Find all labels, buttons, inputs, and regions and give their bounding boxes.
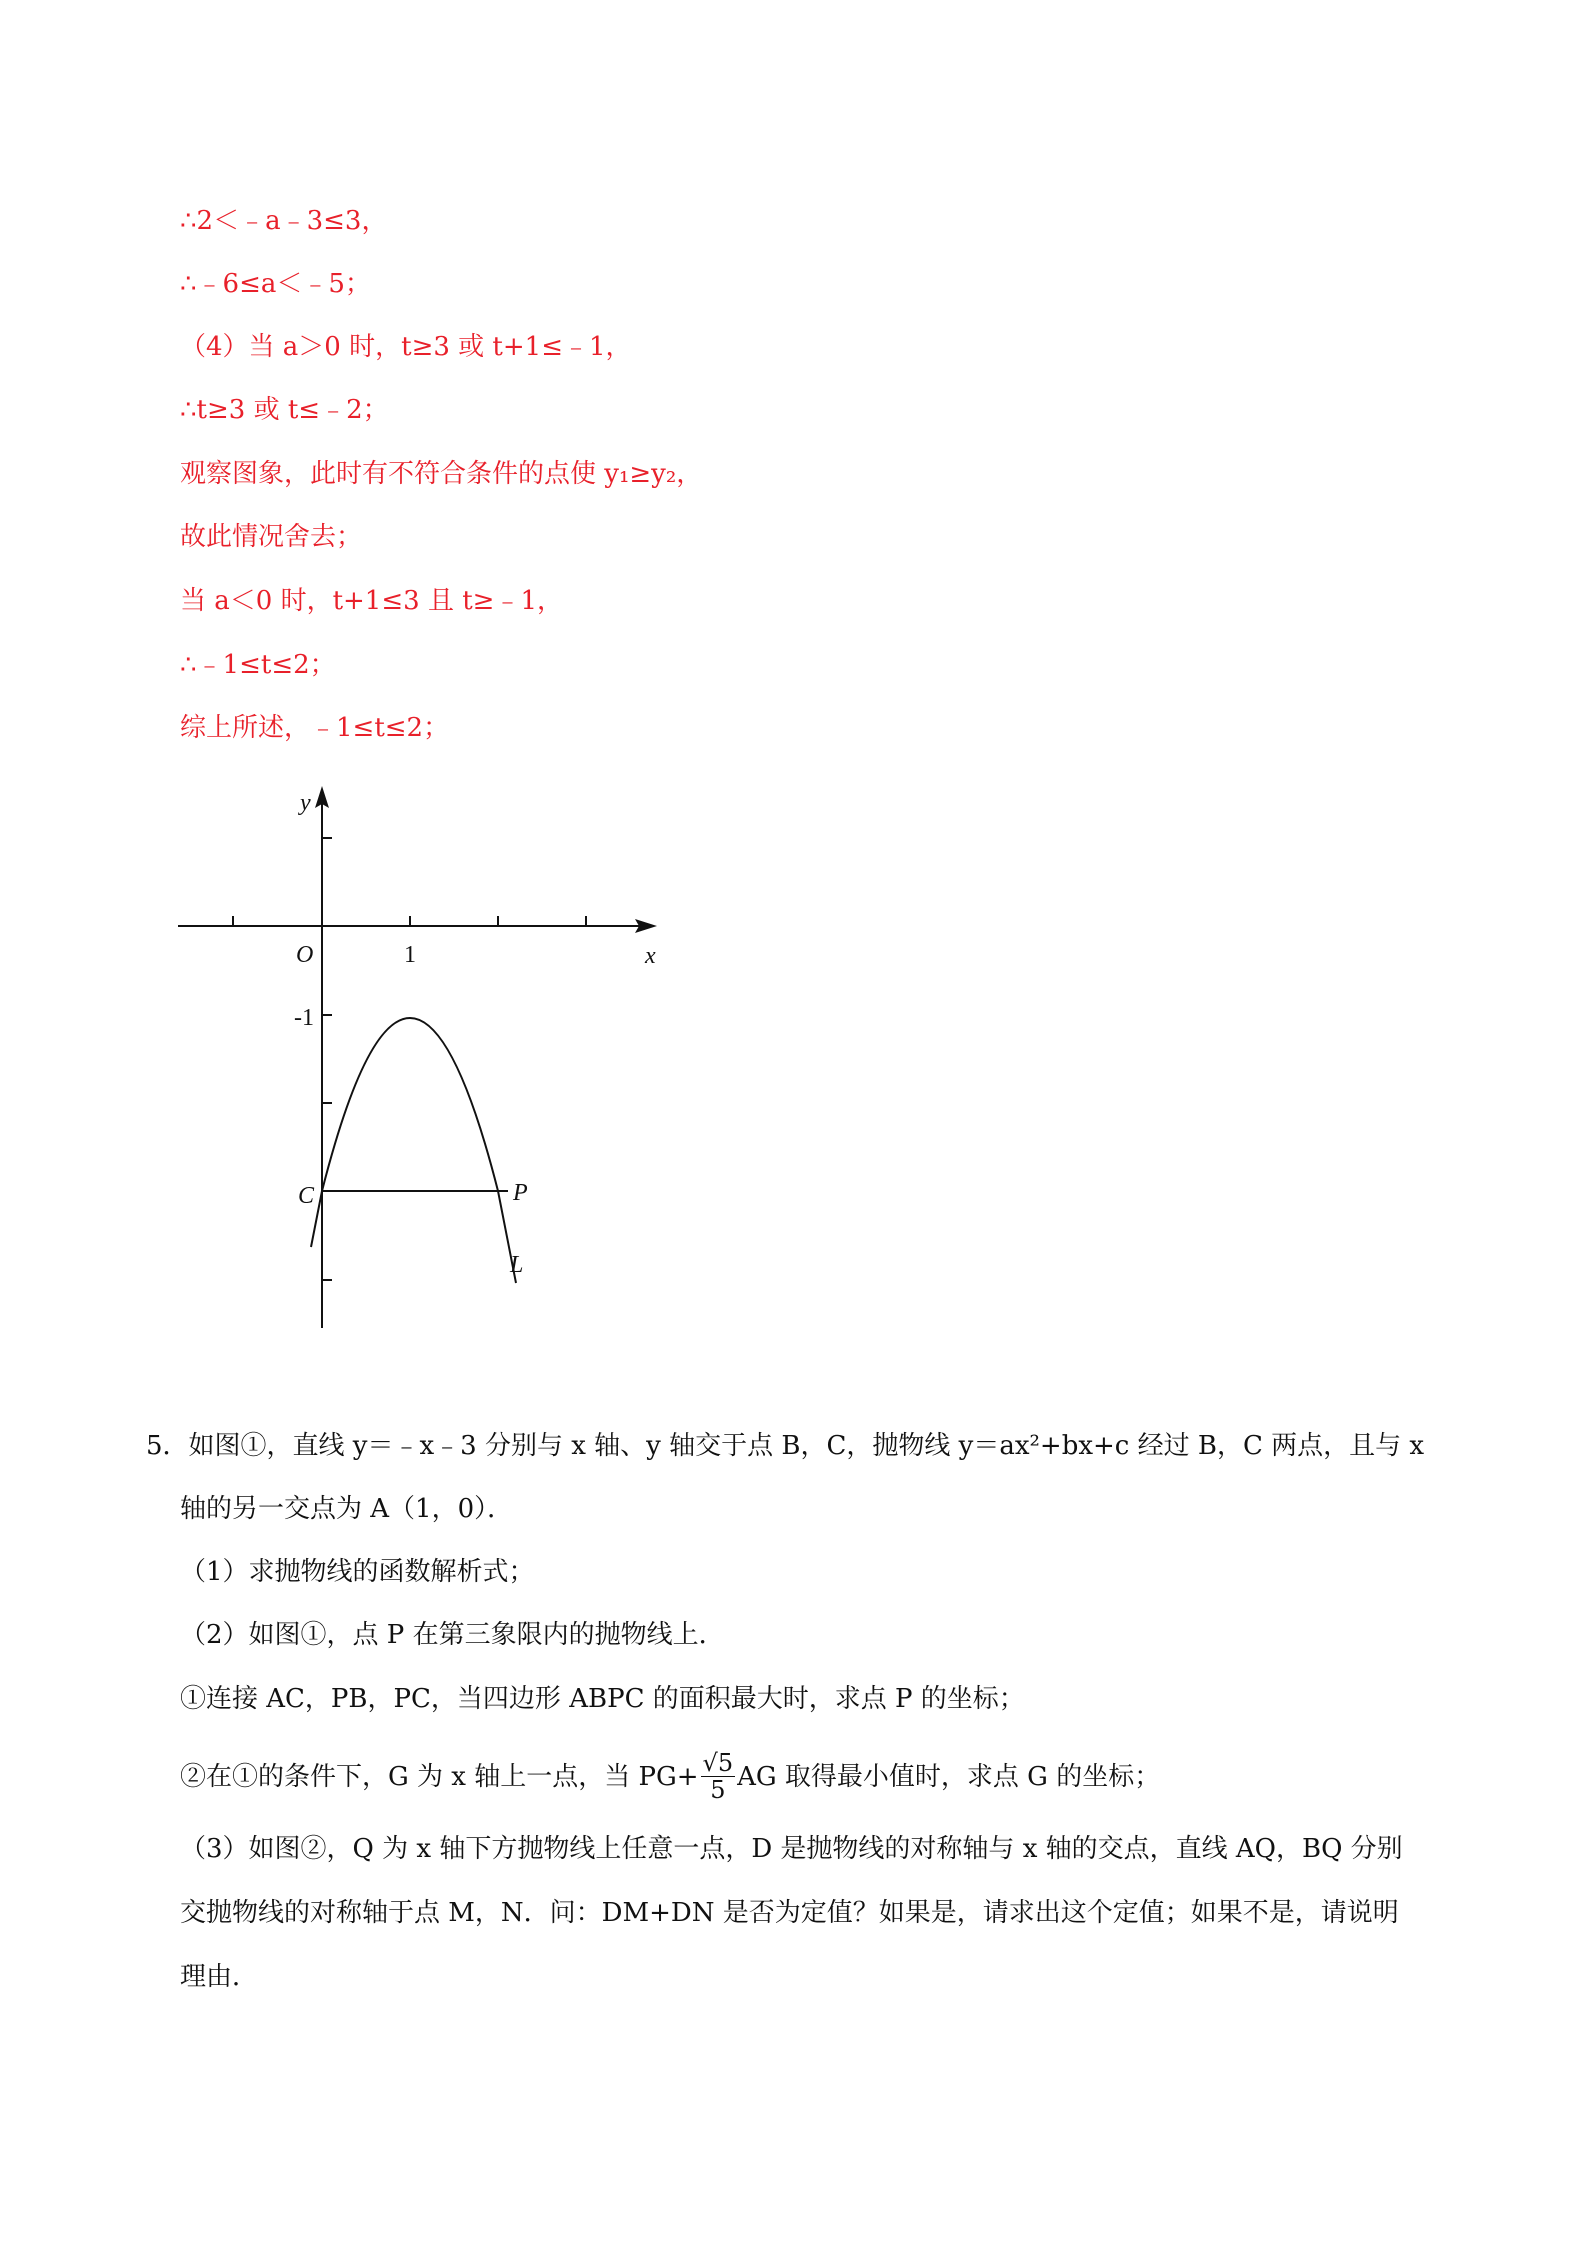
problem5-part2-1: ①连接 AC，PB，PC，当四边形 ABPC 的面积最大时，求点 P 的坐标； xyxy=(180,1684,1025,1714)
solution-line-9: 综上所述，﹣1≤t≤2； xyxy=(180,713,450,743)
parabola-graph xyxy=(170,780,670,1340)
solution-line-8: ∴﹣1≤t≤2； xyxy=(180,650,336,680)
problem5-part2-2-after: AG 取得最小值时，求点 G 的坐标； xyxy=(737,1761,1161,1792)
fraction-numerator: √5 xyxy=(702,1749,734,1777)
problem5-part3-line3: 理由． xyxy=(180,1962,259,1992)
problem5-part3-line2: 交抛物线的对称轴于点 M，N．问：DM+DN 是否为定值？如果是，请求出这个定值；如果不是，请说明 xyxy=(180,1898,1399,1928)
solution-line-3: （4）当 a＞0 时，t≥3 或 t+1≤﹣1， xyxy=(180,332,632,362)
problem5-line1: 5．如图①，直线 y＝﹣x﹣3 分别与 x 轴、y 轴交于点 B，C，抛物线 y＝ax²+bx+c 经过 B，C 两点，且与 x xyxy=(146,1431,1425,1461)
parabola-curve-l xyxy=(311,1018,516,1283)
problem5-part2-2 xyxy=(180,1750,1160,1803)
solution-line-4: ∴t≥3 或 t≤﹣2； xyxy=(180,395,389,425)
curve-l-label: L xyxy=(510,1252,524,1278)
point-c-label: C xyxy=(298,1183,315,1209)
x-axis-label: x xyxy=(645,943,656,969)
tick-label-y-neg1: -1 xyxy=(294,1005,314,1031)
y-axis-label: y xyxy=(300,790,311,816)
point-p-label: P xyxy=(513,1180,528,1206)
solution-line-6: 故此情况舍去； xyxy=(180,522,363,552)
problem5-line2: 轴的另一交点为 A（1，0）． xyxy=(180,1494,514,1524)
problem5-part1: （1）求抛物线的函数解析式； xyxy=(180,1557,535,1587)
sqrt5-over-5-fraction xyxy=(701,1750,736,1803)
problem5-part2-2-before: ②在①的条件下，G 为 x 轴上一点，当 PG+ xyxy=(180,1761,699,1792)
problem5-part2: （2）如图①，点 P 在第三象限内的抛物线上． xyxy=(180,1620,725,1650)
solution-line-2: ∴﹣6≤a＜﹣5； xyxy=(180,269,371,299)
tick-label-x1: 1 xyxy=(404,942,416,968)
fraction-denominator: 5 xyxy=(710,1776,726,1804)
solution-line-7: 当 a＜0 时，t+1≤3 且 t≥﹣1， xyxy=(180,586,563,616)
problem5-part3-line1: （3）如图②，Q 为 x 轴下方抛物线上任意一点，D 是抛物线的对称轴与 x 轴的交点，直线 AQ，BQ 分别 xyxy=(180,1834,1403,1864)
solution-line-5: 观察图象，此时有不符合条件的点使 y₁≥y₂， xyxy=(180,459,703,489)
origin-label: O xyxy=(296,942,314,968)
solution-line-1: ∴2＜﹣a﹣3≤3， xyxy=(180,206,388,236)
